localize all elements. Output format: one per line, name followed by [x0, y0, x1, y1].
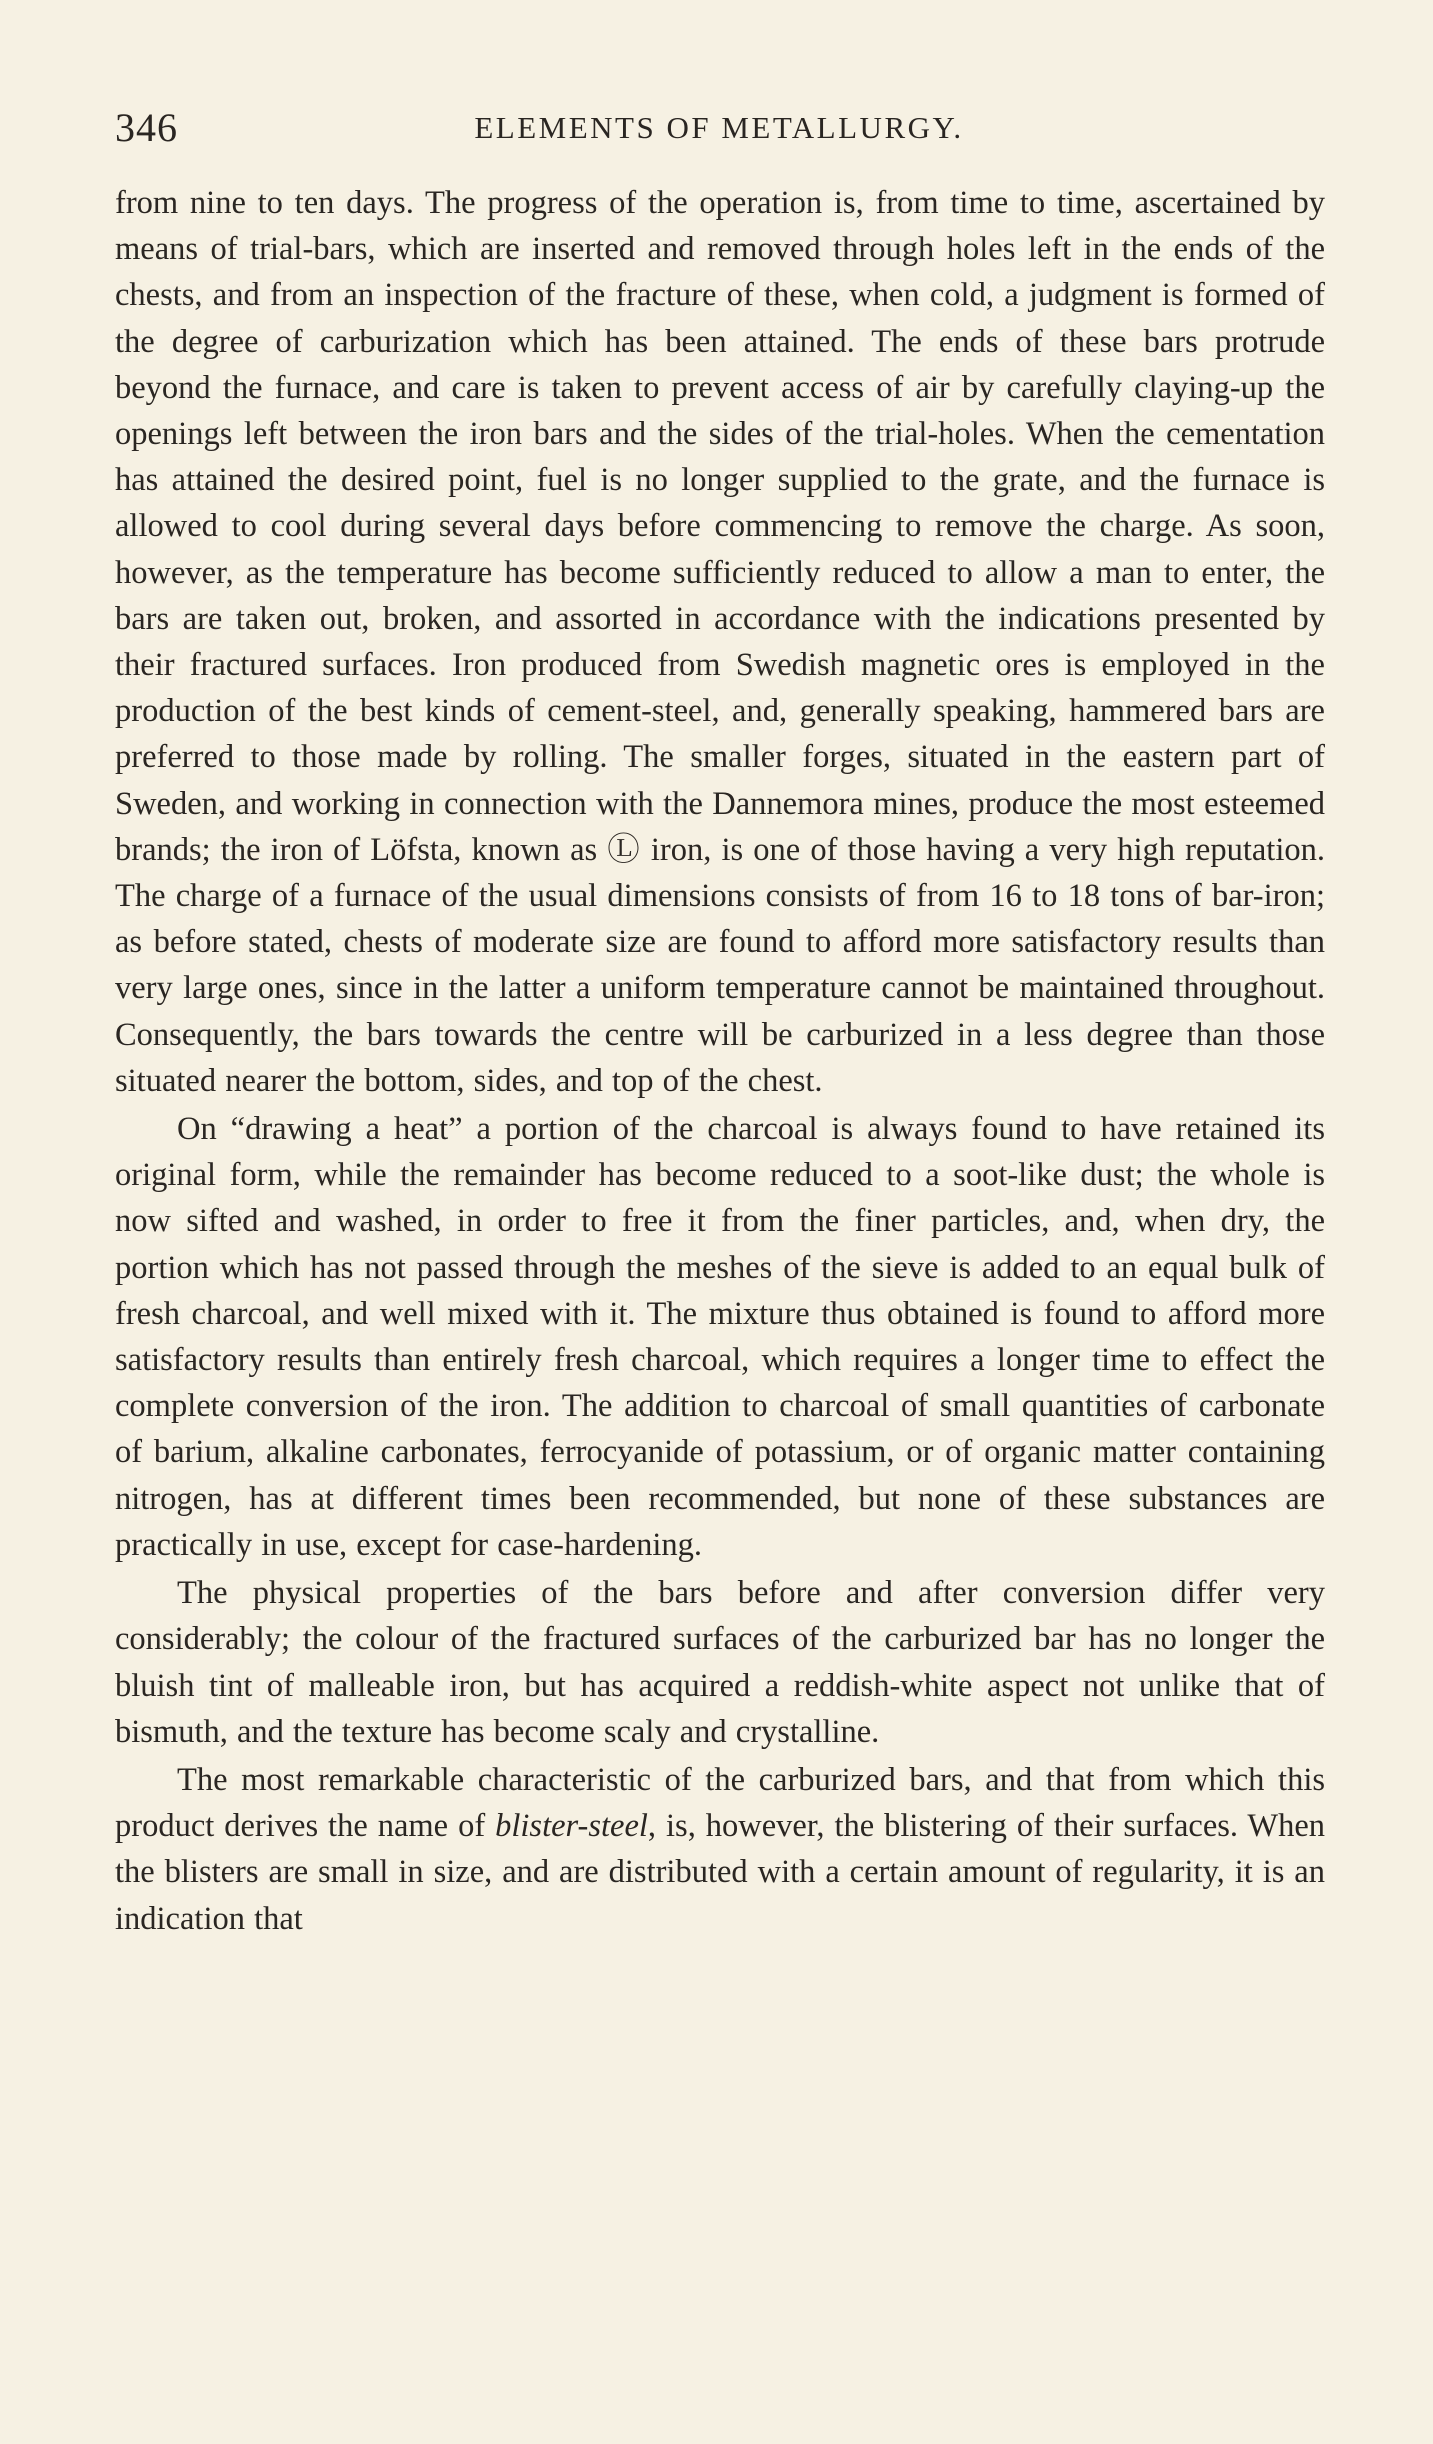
body-text: [115, 180, 1325, 1942]
blister-steel-term: blister-steel: [495, 1808, 648, 1845]
paragraph-4-after: , is, however, the blistering of their surfaces. When the blisters are small in size, and are distributed with a certain amount of regularity, it is an indication that: [115, 1808, 1325, 1937]
page-number: 346: [115, 105, 178, 150]
paragraph-1: from nine to ten days. The progress of the operation is, from time to time, ascertained by means of trial-bars, which are inserted and removed through holes left in the ends of the chests, and from an inspection of the fracture of these, when cold, a judgment is formed of the degree of carburization which has been attained. The ends of these bars protrude beyond the furnace, and care is taken to prevent access of air by carefully claying-up the openings left between the iron bars and the sides of the trial-holes. When the cementation has attained the desired point, fuel is no longer supplied to the grate, and the furnace is allowed to cool during several days before commencing to remove the charge. As soon, however, as the temperature has become sufficiently reduced to allow a man to enter, the bars are taken out, broken, and assorted in accordance with the indications presented by their fractured surfaces. Iron produced from Swedish magnetic ores is employed in the production of the best kinds of cement-steel, and, generally speaking, hammered bars are preferred to those made by rolling. The smaller forges, situated in the eastern part of Sweden, and working in connection with the Dannemora mines, produce the most esteemed brands; the iron of Löfsta, known as Ⓛ iron, is one of those having a very high reputation. The charge of a furnace of the usual dimensions consists of from 16 to 18 tons of bar-iron; as before stated, chests of moderate size are found to afford more satisfactory results than very large ones, since in the latter a uniform temperature cannot be maintained throughout. Consequently, the bars towards the centre will be carburized in a less degree than those situated nearer the bottom, sides, and top of the chest.: [115, 185, 1325, 1099]
paragraph-4: [115, 1757, 1325, 1942]
running-title: ELEMENTS OF METALLURGY.: [474, 110, 964, 145]
paragraph-4-before: The most remarkable characteristic of the carburized bars, and that from which this product derives the name of: [115, 1761, 1325, 1845]
page-header: [115, 104, 1323, 154]
paragraph-2: On “drawing a heat” a portion of the charcoal is always found to have retained its original form, while the remainder has become reduced to a soot-like dust; the whole is now sifted and washed, in order to free it from the finer particles, and, when dry, the portion which has not passed through the meshes of the sieve is added to an equal bulk of fresh charcoal, and well mixed with it. The mixture thus obtained is found to afford more satisfactory results than entirely fresh charcoal, which requires a longer time to effect the complete conversion of the iron. The addition to charcoal of small quantities of carbonate of barium, alkaline carbonates, ferrocyanide of potassium, or of organic matter containing nitrogen, has at different times been recommended, but none of these substances are practically in use, except for case-hardening.: [115, 1111, 1325, 1563]
paragraph-3: The physical properties of the bars before and after conversion differ very considerably; the colour of the fractured surfaces of the carburized bar has no longer the bluish tint of malleable iron, but has acquired a reddish-white aspect not unlike that of bismuth, and the texture has become scaly and crystalline.: [115, 1575, 1325, 1750]
